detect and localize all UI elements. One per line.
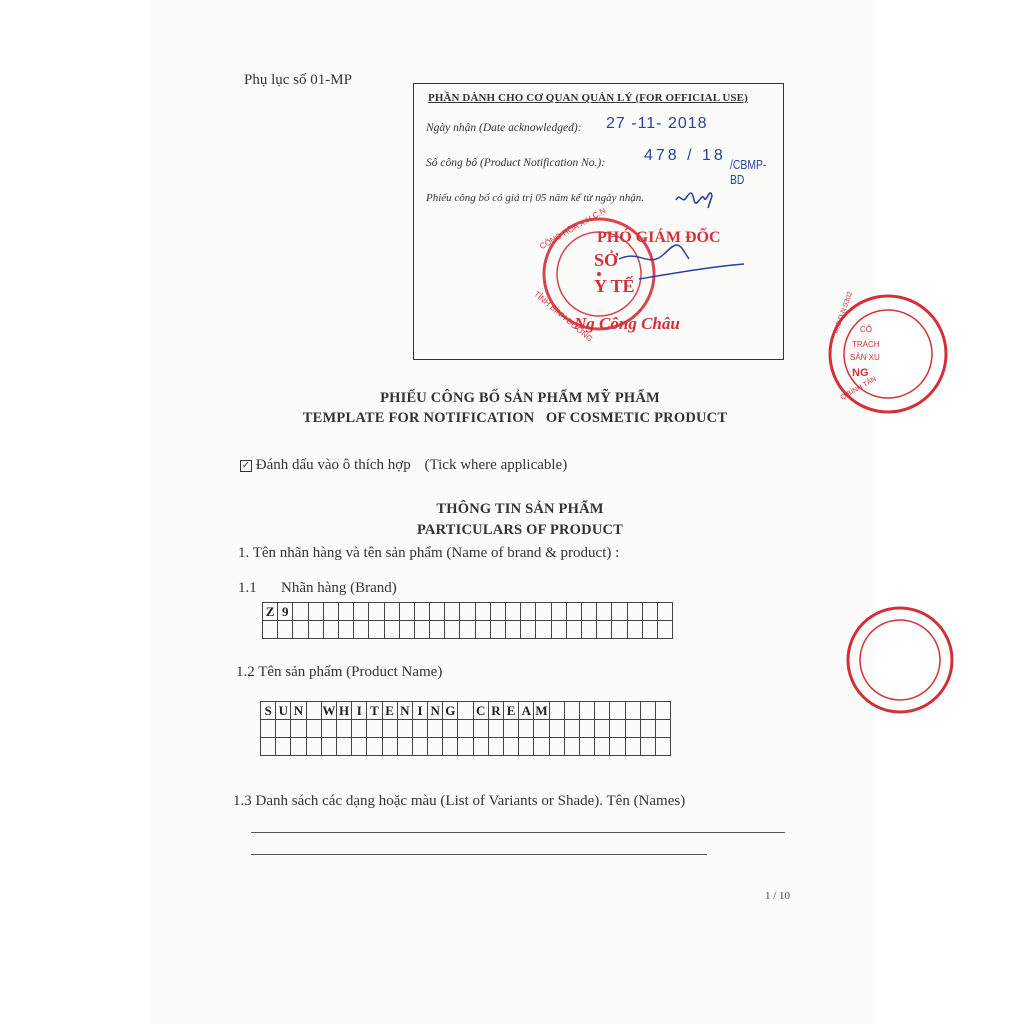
brand-grid-cell xyxy=(460,621,475,639)
date-acknowledged-value: 27 -11- 2018 xyxy=(606,115,708,132)
brand-grid-cell xyxy=(293,603,308,621)
brand-grid-cell xyxy=(642,621,657,639)
product-grid-cell: I xyxy=(352,702,367,720)
brand-grid-cell xyxy=(414,621,429,639)
brand-grid-cell xyxy=(354,603,369,621)
product-grid-cell xyxy=(595,720,610,738)
product-grid-cell xyxy=(382,738,397,756)
brand-name-grid xyxy=(262,602,673,639)
brand-grid-cell xyxy=(581,603,596,621)
brand-grid-cell xyxy=(460,603,475,621)
product-grid-cell xyxy=(336,738,351,756)
product-grid-cell xyxy=(261,720,276,738)
brand-grid-cell xyxy=(263,621,278,639)
product-grid-row xyxy=(261,738,671,756)
product-name-grid xyxy=(260,701,671,756)
product-grid-cell xyxy=(458,738,473,756)
product-grid-cell xyxy=(640,702,655,720)
brand-grid-row xyxy=(263,621,673,639)
product-grid-cell xyxy=(595,738,610,756)
brand-grid-cell xyxy=(414,603,429,621)
checkbox-icon: ✓ xyxy=(241,460,251,471)
product-grid-cell xyxy=(504,738,519,756)
product-grid-row xyxy=(261,702,671,720)
svg-text:TỈNH BÌNH DƯƠNG: TỈNH BÌNH DƯƠNG xyxy=(532,289,595,344)
brand-grid-cell xyxy=(536,621,551,639)
product-grid-cell xyxy=(564,702,579,720)
product-grid-cell xyxy=(306,720,321,738)
question-1-1-number: 1.1 xyxy=(238,580,257,596)
validity-note: Phiếu công bố có giá trị 05 năm kể từ ngày nhận. xyxy=(426,192,645,204)
seal-line-4: SẢN XU xyxy=(850,353,880,362)
product-grid-cell xyxy=(412,720,427,738)
svg-text:CỘNG HÒA X.H.C.N: CỘNG HÒA X.H.C.N xyxy=(538,205,608,252)
product-grid-cell: T xyxy=(367,702,382,720)
product-grid-cell xyxy=(397,720,412,738)
appendix-label: Phụ lục số 01-MP xyxy=(244,72,352,88)
product-grid-cell: I xyxy=(412,702,427,720)
brand-grid-cell xyxy=(551,621,566,639)
product-grid-cell: N xyxy=(428,702,443,720)
product-grid-cell xyxy=(336,720,351,738)
product-grid-cell xyxy=(291,738,306,756)
product-grid-cell xyxy=(367,738,382,756)
product-grid-cell: S xyxy=(261,702,276,720)
company-seal-stamp-top xyxy=(826,290,880,417)
brand-grid-cell: 9 xyxy=(278,603,293,621)
date-acknowledged-label: Ngày nhận (Date acknowledged): xyxy=(426,122,582,134)
form-title-vn: PHIẾU CÔNG BỐ SẢN PHẨM MỸ PHẨM xyxy=(380,390,660,406)
product-grid-cell xyxy=(595,702,610,720)
product-grid-cell xyxy=(549,702,564,720)
product-grid-row xyxy=(261,720,671,738)
brand-grid-cell xyxy=(399,621,414,639)
product-grid-cell xyxy=(610,738,625,756)
product-grid-cell xyxy=(458,720,473,738)
brand-grid-cell xyxy=(612,621,627,639)
seal-line-2: CÔ xyxy=(860,325,872,334)
tick-note: (Tick where applicable) xyxy=(424,457,568,473)
product-grid-cell xyxy=(519,720,534,738)
brand-grid-cell xyxy=(445,603,460,621)
brand-grid-cell xyxy=(642,603,657,621)
product-grid-cell: E xyxy=(382,702,397,720)
product-grid-cell xyxy=(291,720,306,738)
company-seal-stamp-bottom xyxy=(845,605,876,715)
seal-line-3: TRÁCH xyxy=(852,340,880,349)
brand-grid-cell: Z xyxy=(263,603,278,621)
brand-grid-cell xyxy=(657,621,672,639)
brand-grid-cell xyxy=(369,603,384,621)
product-grid-cell xyxy=(610,720,625,738)
signer-name: Ng Công Châu xyxy=(574,314,680,333)
form-title-en: TEMPLATE FOR NOTIFICATION OF COSMETIC PRODUCT xyxy=(302,410,728,426)
product-grid-cell xyxy=(306,738,321,756)
brand-grid-cell xyxy=(338,603,353,621)
product-grid-cell: H xyxy=(336,702,351,720)
product-grid-cell: A xyxy=(519,702,534,720)
product-grid-cell xyxy=(549,720,564,738)
product-grid-cell xyxy=(397,738,412,756)
brand-grid-cell xyxy=(293,621,308,639)
stamp-org-line1: SỞ xyxy=(594,250,619,270)
brand-grid-cell xyxy=(506,603,521,621)
brand-grid-cell xyxy=(521,621,536,639)
product-grid-cell xyxy=(306,702,321,720)
product-grid-cell xyxy=(458,702,473,720)
tick-label: Đánh dấu vào ô thích hợp xyxy=(255,457,411,473)
brand-grid-cell xyxy=(384,603,399,621)
product-grid-cell xyxy=(519,738,534,756)
question-1-3-label: 1.3 Danh sách các dạng hoặc màu (List of Variants or Shade). Tên (Names) xyxy=(233,793,686,809)
stamp-org-line2: Y TẾ xyxy=(594,276,635,296)
brand-grid-cell xyxy=(657,603,672,621)
notification-number-value: 478 / 18 xyxy=(644,147,726,164)
product-grid-cell xyxy=(504,720,519,738)
brand-grid-cell xyxy=(475,621,490,639)
product-grid-cell xyxy=(655,720,670,738)
brand-grid-cell xyxy=(627,603,642,621)
product-grid-cell xyxy=(579,720,594,738)
product-grid-cell xyxy=(321,720,336,738)
brand-grid-cell xyxy=(430,621,445,639)
brand-grid-cell xyxy=(612,603,627,621)
product-grid-cell xyxy=(367,720,382,738)
brand-grid-cell xyxy=(551,603,566,621)
official-signature xyxy=(609,239,759,299)
product-grid-cell: C xyxy=(473,702,488,720)
product-grid-cell: E xyxy=(504,702,519,720)
product-grid-cell: N xyxy=(291,702,306,720)
brand-grid-cell xyxy=(475,603,490,621)
variants-line-1 xyxy=(251,832,785,833)
product-grid-cell xyxy=(625,738,640,756)
question-1-1-label: Nhãn hàng (Brand) xyxy=(281,580,397,596)
seal-line-5: NG xyxy=(852,367,869,379)
product-grid-cell xyxy=(534,720,549,738)
brand-grid-cell xyxy=(521,603,536,621)
product-grid-cell xyxy=(579,702,594,720)
brand-grid-cell xyxy=(581,621,596,639)
brand-grid-cell xyxy=(354,621,369,639)
section-title-en: PARTICULARS OF PRODUCT xyxy=(416,522,624,538)
product-grid-cell: N xyxy=(397,702,412,720)
stamp-title: PHÓ GIÁM ĐỐC xyxy=(597,229,721,246)
product-grid-cell xyxy=(276,720,291,738)
official-use-box xyxy=(413,83,784,360)
product-grid-cell xyxy=(534,738,549,756)
product-grid-cell xyxy=(640,738,655,756)
official-use-title: PHẦN DÀNH CHO CƠ QUAN QUẢN LÝ (FOR OFFICIAL USE) xyxy=(428,92,748,104)
brand-grid-cell xyxy=(566,621,581,639)
notification-number-suffix: /CBMP-BD xyxy=(730,157,767,187)
product-grid-cell xyxy=(382,720,397,738)
product-grid-cell xyxy=(473,738,488,756)
product-grid-cell xyxy=(321,738,336,756)
seal-line-6: Q.BÌNH TÂN xyxy=(839,375,878,402)
product-grid-cell: U xyxy=(276,702,291,720)
product-grid-cell xyxy=(443,738,458,756)
brand-grid-cell xyxy=(308,621,323,639)
brand-grid-cell xyxy=(308,603,323,621)
brand-grid-row xyxy=(263,603,673,621)
handwritten-initial xyxy=(672,182,722,212)
product-grid-cell xyxy=(564,738,579,756)
product-grid-cell: W xyxy=(322,703,336,718)
product-grid-cell xyxy=(610,702,625,720)
product-grid-cell xyxy=(549,738,564,756)
seal-line-1: M.S.D.N:0302 xyxy=(832,290,855,335)
product-grid-cell xyxy=(443,720,458,738)
brand-grid-cell xyxy=(384,621,399,639)
product-grid-cell xyxy=(428,738,443,756)
brand-grid-cell xyxy=(597,621,612,639)
product-grid-cell xyxy=(655,738,670,756)
product-grid-cell xyxy=(352,720,367,738)
tick-instruction xyxy=(240,457,567,474)
product-grid-cell: R xyxy=(488,702,503,720)
brand-grid-cell xyxy=(536,603,551,621)
brand-grid-cell xyxy=(445,621,460,639)
question-1-label: 1. Tên nhãn hàng và tên sản phẩm (Name of brand & product) : xyxy=(238,545,620,561)
product-grid-cell xyxy=(276,738,291,756)
brand-grid-cell xyxy=(506,621,521,639)
notification-number-label: Số công bố (Product Notification No.): xyxy=(426,157,606,169)
brand-grid-cell xyxy=(490,621,505,639)
question-1-2-label: 1.2 Tên sản phẩm (Product Name) xyxy=(236,664,443,680)
brand-grid-cell xyxy=(566,603,581,621)
product-grid-cell xyxy=(261,738,276,756)
product-grid-cell: M xyxy=(535,703,548,718)
product-grid-cell xyxy=(655,702,670,720)
section-title-vn: THÔNG TIN SẢN PHẨM xyxy=(436,501,604,517)
product-grid-cell xyxy=(625,702,640,720)
product-grid-cell xyxy=(428,720,443,738)
brand-grid-cell xyxy=(627,621,642,639)
brand-grid-cell xyxy=(430,603,445,621)
product-grid-cell xyxy=(412,738,427,756)
product-grid-cell xyxy=(488,738,503,756)
product-grid-cell xyxy=(564,720,579,738)
brand-grid-cell xyxy=(338,621,353,639)
product-grid-cell xyxy=(625,720,640,738)
product-grid-cell xyxy=(488,720,503,738)
product-grid-cell xyxy=(352,738,367,756)
product-grid-cell xyxy=(473,720,488,738)
brand-grid-cell xyxy=(490,603,505,621)
product-grid-cell xyxy=(579,738,594,756)
product-grid-cell xyxy=(640,720,655,738)
page-number: 1 / 10 xyxy=(765,890,791,902)
brand-grid-cell xyxy=(399,603,414,621)
brand-grid-cell xyxy=(323,603,338,621)
brand-grid-cell xyxy=(597,603,612,621)
brand-grid-cell xyxy=(323,621,338,639)
product-grid-cell: G xyxy=(443,702,458,720)
variants-line-2 xyxy=(251,854,707,855)
brand-grid-cell xyxy=(278,621,293,639)
brand-grid-cell xyxy=(369,621,384,639)
